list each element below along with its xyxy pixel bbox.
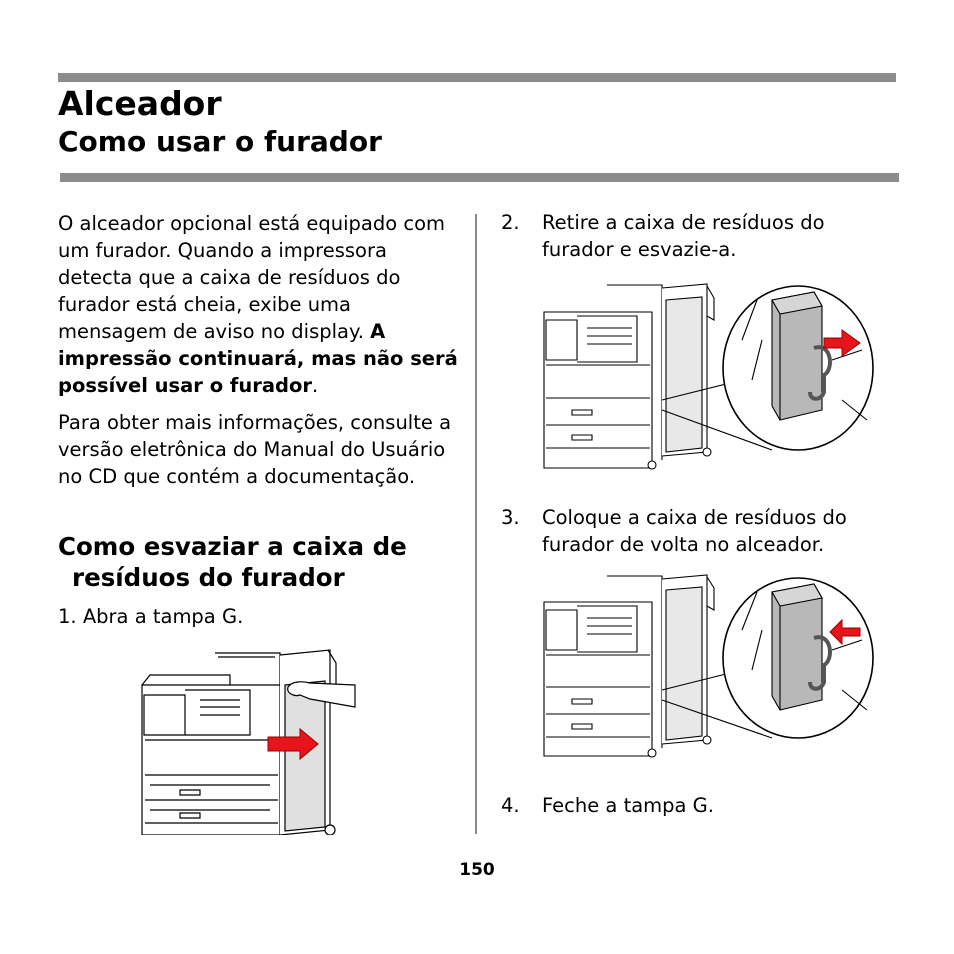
step-3 xyxy=(501,504,881,564)
illustration-reinsert-waste-box xyxy=(542,572,874,760)
step-3-text: Coloque a caixa de resíduos do furador de volta no alceador. xyxy=(542,506,847,556)
intro-paragraph-1-text: O alceador opcional está equipado com um furador. Quando a impressora detecta que a caixa de resíduos do furador está cheia, exibe uma mensagem de aviso no display. xyxy=(58,212,445,343)
step-4-text: Feche a tampa G. xyxy=(542,794,714,817)
intro-paragraph-1-end: . xyxy=(312,374,319,397)
header-rule-bottom xyxy=(60,173,899,182)
illustration-remove-waste-box xyxy=(542,280,874,472)
intro-text xyxy=(58,210,458,500)
intro-paragraph-1 xyxy=(58,210,458,399)
section-heading xyxy=(58,531,458,593)
column-divider xyxy=(475,214,477,834)
step-2-number: 2. xyxy=(501,211,520,234)
header-rule-top xyxy=(58,73,896,82)
page-title: Alceador xyxy=(58,84,222,123)
step-1-number: 1. xyxy=(58,605,77,628)
step-3-number: 3. xyxy=(501,506,520,529)
section-heading-line-2: resíduos do furador xyxy=(72,563,345,592)
step-1-text: Abra a tampa G. xyxy=(82,605,244,628)
step-4 xyxy=(501,792,881,822)
page-number: 150 xyxy=(459,860,495,880)
step-2 xyxy=(501,209,881,269)
intro-paragraph-1-bold: A impressão continuará, mas não será possível usar o furador xyxy=(58,320,458,397)
section-heading-line-1: Como esvaziar a caixa de xyxy=(58,532,407,561)
illustration-open-cover-g xyxy=(140,645,360,835)
step-4-number: 4. xyxy=(501,794,520,817)
step-1 xyxy=(58,603,243,630)
intro-paragraph-2: Para obter mais informações, consulte a versão eletrônica do Manual do Usuário no CD que contém a documentação. xyxy=(58,411,452,488)
page-subtitle: Como usar o furador xyxy=(58,125,382,158)
step-2-text: Retire a caixa de resíduos do furador e esvazie-a. xyxy=(542,211,825,261)
